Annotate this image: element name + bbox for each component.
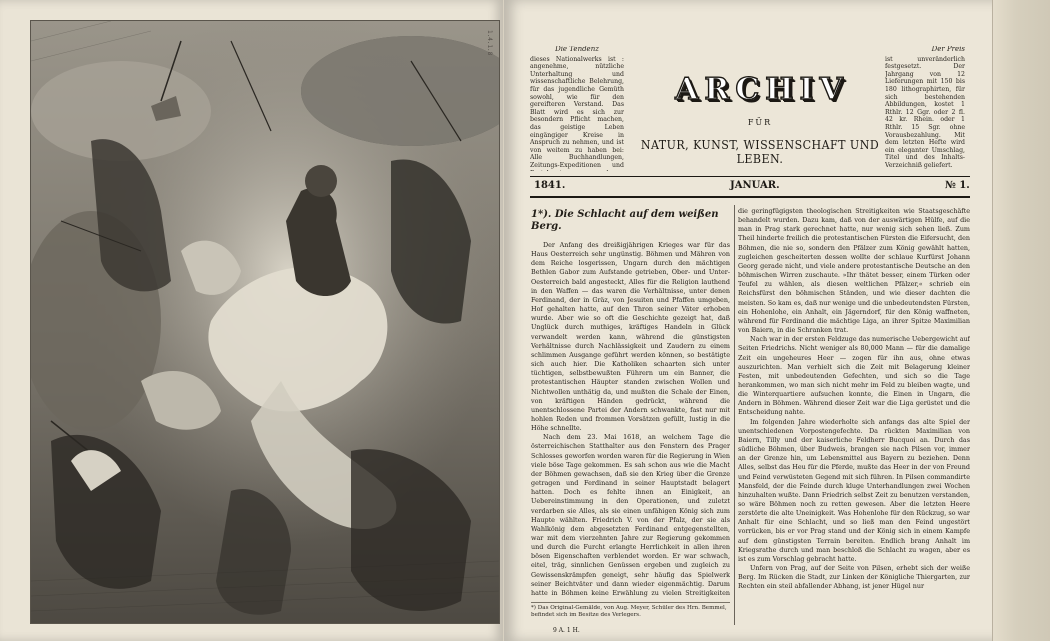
dateline — [530, 180, 970, 194]
signature-mark: 9 A. 1 H. — [553, 627, 580, 634]
left-page — [0, 0, 503, 641]
next-page-edge — [992, 0, 1050, 641]
footnote: *) Das Original-Gemälde, von Aug. Meyer, Schüler des Hrn. Bemmel, befindet sich im Besitze des Verlegers. — [531, 602, 730, 619]
column-divider — [734, 205, 735, 625]
masthead-title: ARCHIV — [675, 72, 849, 107]
dateline-number: № 1. — [945, 180, 970, 191]
engraving-illustration — [31, 21, 499, 623]
masthead-subtitle: NATUR, KUNST, WISSENSCHAFT UND LEBEN. — [640, 138, 880, 166]
tendency-heading: Die Tendenz — [555, 46, 599, 53]
dateline-rule-top — [530, 176, 970, 177]
price-heading: Der Preis — [931, 46, 965, 53]
tendency-notice — [530, 46, 624, 171]
article-paragraph: Unfern von Prag, auf der Seite von Pilsen, erhebt sich der weiße Berg. Im Rücken die Stadt, zur Linken der Königliche Thiergarten, zur Rechten ein steil abfallender Abhang, ist jener Hügel nur — [738, 564, 970, 591]
dateline-rule-bottom — [530, 196, 970, 198]
article-paragraph: Der Anfang des dreißigjährigen Krieges war für das Haus Oesterreich sehr ungünstig. Böhmen und Mähren von dem Reiche losgerissen, Ungarn durch den mächtigen Bethlen Gabor zum Aufstande getrieben, Ober- und Unter-Oesterreich bald angesteckt, Alles für die Religion lauthend in den Waffen — das waren die Verhältnisse, unter denen Ferdinand, der in Gräz, von Jesuiten und Pfaffen umgeben, Hof gehalten hatte, auf den Thron seiner Väter erhoben wurde. Aber wie so oft die Geschichte gezeigt hat, daß Unglück durch muthiges, kräftiges Handeln in Glück verwandelt werden kann, während die günstigsten Verhältnisse durch Nachlässigkeit und Zaudern zu einem schlimmen Ausgange geführt werden können, so bestätigte sich auch hier. Die Katholiken schaarten sich unter tüchtigen, selbstbewußten Führern um ein Banner, die protestantischen Häupter standen zwischen Wollen und Nichtwollen unthätig da, und mußten die Schale der Einen, von kräftigen Händen gedrückt, während die unentschlossene Partei der Andern schwankte, fast nur mit hohlen Reden und frommen Vorsätzen gefüllt, lustig in die Höhe schnellte. — [531, 241, 730, 433]
article-column-2 — [738, 207, 970, 592]
dateline-year: 1841. — [534, 180, 566, 191]
article-title: 1*). Die Schlacht auf dem weißen Berg. — [531, 209, 719, 232]
price-notice — [885, 46, 965, 170]
article-paragraph: die geringfügigsten theologischen Streitigkeiten wie Staatsgeschäfte behandelt wurden. Dazu kam, daß von der auswärtigen Hülfe, auf die man in Prag stark gerechnet hatte, nur wenig sich sehen ließ. Zum Theil hinderte freilich die protestantischen Fürsten die Eifersucht, den Böhmen, die nie so, sondern den Pfälzer zum König gewählt hatten, zugleichen gescheiterten dessen wollte der schlaue Kurfürst Johann Georg gerade nicht, und viele andere protestantische Deutsche an den böhmischen Wirren zuschaute. »Ihr thätet besser, einem Türken oder Teufel zu wählen, als diesen weltlichen Pfälzer,« schrieb ein Reichsfürst den böhmischen Ständen, und wie dieser dachten die meisten. So kam es, daß nur wenige und die unbedeutendsten Fürsten, ein Hohenlohe, ein Anhalt, ein Jägerndorf, für den König waffneten, während für Ferdinand die mächtige Liga, an ihrer Spitze Maximilian von Baiern, in die Schranken trat. — [738, 207, 970, 335]
masthead-fur: FÜR — [747, 118, 773, 127]
article-paragraph: Nach dem 23. Mai 1618, an welchem Tage die österreichischen Statthalter aus den Fenstern des Prager Schlosses geworfen worden waren für die Regierung in Wien viele böse Tage gekommen. Es sah schon aus wie die Macht der Böhmen gewachsen, daß sie den Krieg über die Grenze getragen und Ferdinand in seiner Hauptstadt belagert hatten. Doch es fehlte ihnen an Einigkeit, an Uebereinstimmung in den Operationen, und zuletzt verdarben sie Alles, als sie einen unfähigen König sich zum Haupte wählten. Friedrich V. von der Pfalz, der sie als Wahlkönig dem abgesetzten Ferdinand entgegenstellten, war mit dem vierzehnten Jahre zur Regierung gekommen und durch die Furcht erlangte Herrlichkeit in allen ihren bösen Eigenschaften verblendet worden. Er war schwach, eitel, träg, sinnlichen Genüssen ergeben und zugleich zu Gewissenskrämpfen geneigt, sehr häufig das Spielwerk seiner Beichtväter und dann wieder eigenmächtig. Darum hatte in Böhmen keine Erwählung zu vielen Streitigkeiten — [531, 433, 730, 597]
price-text: ist unveränderlich festgesetzt. Der Jahrgang von 12 Lieferungen mit 150 bis 180 lithographirten, für sich bestehenden Abbildungen, kostet 1 Rthlr. 12 Ggr. oder 2 fl. 42 kr. Rhein. oder 1 Rthlr. 15 Sgr. ohne Vorausbezahlung. Mit dem letzten Hefte wird ein eleganter Umschlag, Titel und des Inhalts-Verzeichniß geliefert. — [885, 55, 965, 169]
battle-engraving — [30, 20, 500, 624]
article-column-1 — [531, 209, 730, 599]
article-paragraph: Im folgenden Jahre wiederholte sich anfangs das alte Spiel der unentschiedenen Vorpostengefechte. Da rückten Maximilian von Baiern, Tilly und der kaiserliche Feldherr Bucquoi an. Durch das südliche Böhmen, über Budweis, brangen sie nach Pilsen vor, immer an der Grenze hin, um Lebensmittel aus Bayern zu beziehen. Denn Alles, selbst das Heu für die Pferde, mußte das Heer in der von Freund und Feind verwüsteten Gegend mit sich führen. In Pilsen commandirte Mansfeld, der die Feinde durch kluge Unterhandlungen zwei Wochen hinzuhalten wußte. Dann Friedrich selbst Zeit zu benutzen verstanden, so wäre Böhmen noch zu retten gewesen. Aber die letzten Heere zerstörte die alte Uneinigkeit. Was Hohenlohe für den Rückzug, so war Anhalt für eine Schlacht, und so ließ man den Feind ungestört vorrücken, bis er vor Prag stand und der König sich in einem Kampfe auf dem günstigsten Terrain bereiten. Endlich brang Anhalt im Kriegsrathe durch und man beschloß die Schlacht zu wagen, aber es ist es zum Vorschlag gebracht hatte. — [738, 417, 970, 563]
page-mark: 1.4.1.8 — [486, 30, 493, 56]
tendency-text: dieses Nationalwerks ist : angenehme, nützliche Unterhaltung und wissenschaftliche Belehrung, für das jugendliche Gemüth sowohl, wie für den gereifteren Verstand. Das Blatt wird es sich zur besondern Pflicht machen, das geistige Leben eingängiger Kreise in Anspruch zu nehmen, und ist von weitem zu haben bei: Alle Buchhandlungen, Zeitungs-Expeditionen und — [530, 55, 624, 169]
dateline-month: JANUAR. — [730, 180, 780, 191]
article-paragraph: Nach war in der ersten Feldzuge das numerische Uebergewicht auf Seiten Friedrichs. Nicht weniger als 80,000 Mann — für die damalige Zeit ein ungeheures Heer — zogen für ihn aus, ohne etwas auszurichten. Man verhielt sich die Zeit mit Belagerung kleiner Festen, mit unbedeutenden Gefechten, und sich so die Tage herankommen, wo man sich nicht mehr im Feld zu bleiben wagte, und die Winterquartiere aufsuchen konnte, die Einen in Ungarn, die Andern in Böhmen. Während dieser Zeit war die Liga gerüstet und die Entscheidung nahte. — [738, 335, 970, 417]
